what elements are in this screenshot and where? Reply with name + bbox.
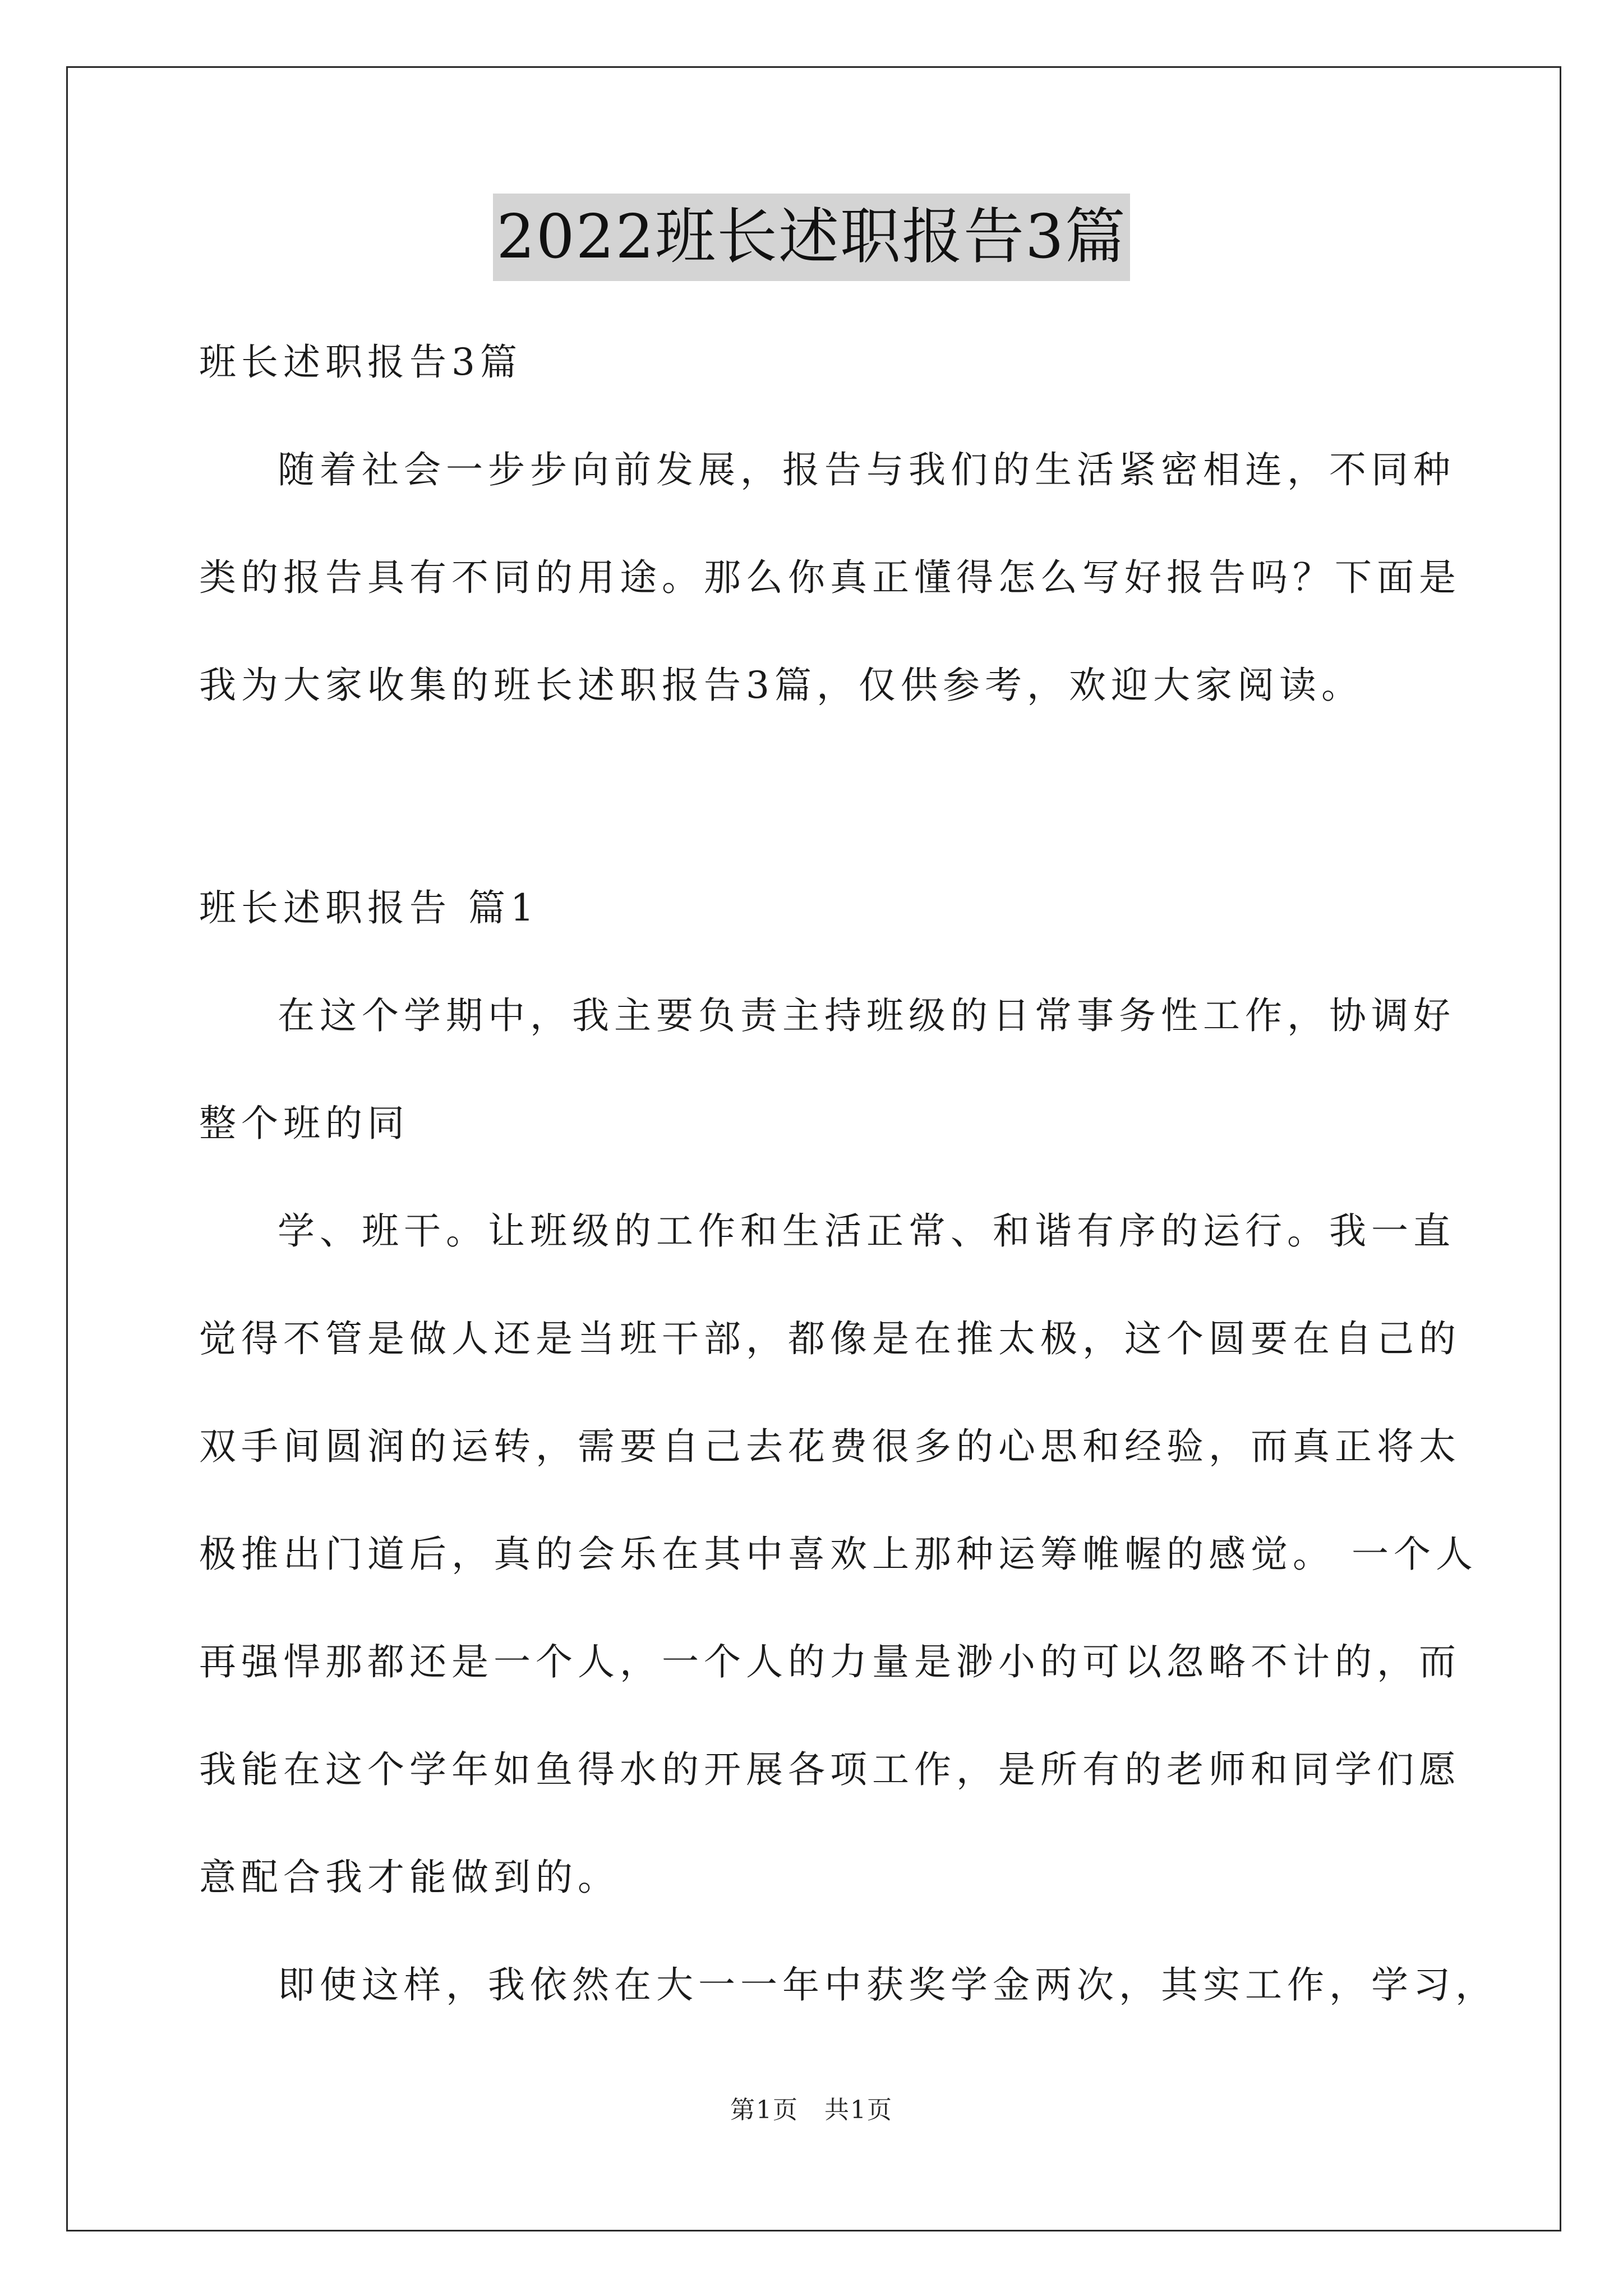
paragraph-gap — [199, 739, 1433, 854]
body-line: 在这个学期中，我主要负责主持班级的日常事务性工作，协调好 — [278, 994, 1455, 1037]
page-number: 第1页 — [730, 2096, 799, 2124]
document-title: 2022班长述职报告3篇 — [493, 194, 1130, 281]
body-line: 双手间圆润的运转，需要自己去花费很多的心思和经验，而真正将太 — [199, 1425, 1461, 1468]
document-body — [199, 309, 1497, 2039]
body-line: 我能在这个学年如鱼得水的开展各项工作，是所有的老师和同学们愿 — [199, 1748, 1461, 1791]
body-line: 学、班干。让班级的工作和生活正常、和谐有序的运行。我一直 — [278, 1209, 1455, 1253]
intro-line: 随着社会一步步向前发展，报告与我们的生活紧密相连，不同种 — [278, 448, 1455, 491]
body-line: 觉得不管是做人还是当班干部，都像是在推太极，这个圆要在自己的 — [199, 1317, 1461, 1360]
page-footer — [0, 2090, 1623, 2125]
body-line: 即使这样，我依然在大一一年中获奖学金两次，其实工作，学习， — [278, 1963, 1497, 2007]
intro-line: 类的报告具有不同的用途。那么你真正懂得怎么写好报告吗？下面是 — [199, 556, 1461, 599]
body-line: 再强悍那都还是一个人，一个人的力量是渺小的可以忽略不计的，而 — [199, 1640, 1461, 1683]
body-line: 整个班的同 — [199, 1102, 409, 1145]
subtitle: 班长述职报告3篇 — [199, 341, 522, 384]
intro-line: 我为大家收集的班长述职报告3篇，仅供参考，欢迎大家阅读。 — [199, 664, 1363, 707]
page-total: 共1页 — [824, 2096, 893, 2124]
section-heading: 班长述职报告 篇1 — [199, 886, 539, 930]
body-line: 意配合我才能做到的。 — [199, 1856, 620, 1899]
title-container — [0, 194, 1623, 281]
body-line: 极推出门道后，真的会乐在其中喜欢上那种运筹帷幄的感觉。 一个人 — [199, 1533, 1478, 1576]
